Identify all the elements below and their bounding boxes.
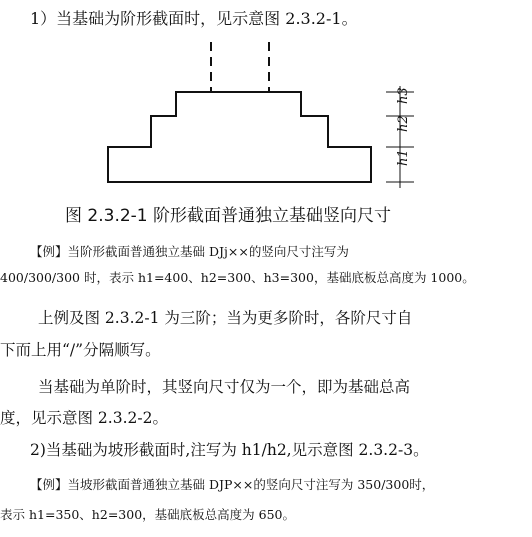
label-h1: h1	[396, 149, 411, 166]
stepped-section-outline	[108, 92, 371, 182]
example1-line1: 【例】当阶形截面普通独立基础 DJj××的竖向尺寸注写为	[30, 244, 349, 259]
paragraph2-line1: 当基础为单阶时，其竖向尺寸仅为一个，即为基础总高	[38, 378, 411, 396]
paragraph3: 2)当基础为坡形截面时,注写为 h1/h2,见示意图 2.3.2-3。	[30, 441, 429, 459]
intro-text: 1）当基础为阶形截面时，见示意图 2.3.2-1。	[30, 9, 358, 28]
paragraph1-line1: 上例及图 2.3.2-1 为三阶；当为更多阶时，各阶尺寸自	[38, 309, 413, 327]
label-h2: h2	[396, 115, 411, 132]
paragraph2-line2: 度，见示意图 2.3.2-2。	[0, 409, 168, 427]
stepped-foundation-diagram	[96, 42, 426, 192]
figure-caption: 图 2.3.2-1 阶形截面普通独立基础竖向尺寸	[65, 206, 392, 226]
example2-line1: 【例】当坡形截面普通独立基础 DJP××的竖向尺寸注写为 350/300时，	[30, 477, 435, 492]
paragraph1-line2: 下而上用“/”分隔顺写。	[0, 341, 161, 359]
example1-line2: 400/300/300 时，表示 h1=400、h2=300、h3=300，基础底板总高度为 1000。	[0, 270, 475, 285]
example2-line2: 表示 h1=350、h2=300，基础底板总高度为 650。	[0, 507, 295, 522]
label-h3: h3	[396, 87, 411, 104]
